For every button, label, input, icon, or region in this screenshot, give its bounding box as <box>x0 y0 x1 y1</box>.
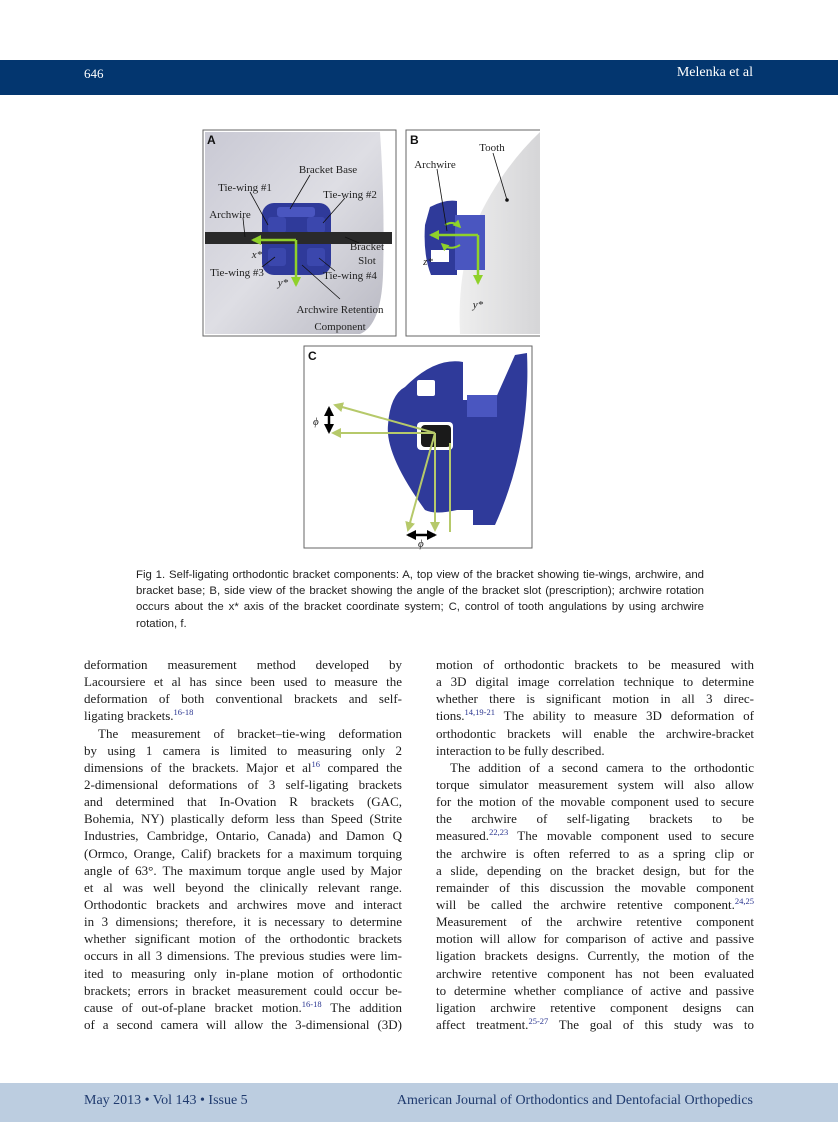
text-run: to determine whether compliance of active and passive <box>436 982 754 998</box>
text-run: whether there is significant motion in all 3 direc- <box>436 691 754 707</box>
text-line <box>84 845 402 862</box>
label-archwire-b: Archwire <box>414 159 456 171</box>
text-line <box>436 930 754 947</box>
text-line <box>84 1016 402 1033</box>
label-bracket: Bracket <box>349 241 385 253</box>
text-line <box>436 656 754 673</box>
text-run: (Ormco, Orange, Calif) brackets for a maximum torquing <box>84 845 402 861</box>
text-line <box>436 742 754 759</box>
text-line <box>84 896 402 913</box>
label-tie-wing-2: Tie-wing #2 <box>323 189 377 201</box>
text-line <box>436 999 754 1016</box>
text-line <box>436 793 754 810</box>
text-line <box>84 965 402 982</box>
text-run: ligating brackets. <box>84 708 174 724</box>
label-z-axis: z* <box>423 256 433 268</box>
text-run: The movable component used to secure <box>508 828 754 844</box>
label-tie-wing-3: Tie-wing #3 <box>210 267 264 279</box>
text-run: Bohemia, NY) plastically deform less than Speed (Strite <box>84 811 402 827</box>
citation-superscript[interactable]: 16-18 <box>301 998 322 1009</box>
text-run: the archwire of self-ligating brackets to be <box>436 811 754 827</box>
journal-name: American Journal of Orthodontics and Dentofacial Orthopedics <box>396 1093 753 1108</box>
text-run: orthodontic brackets will enable the archwire-bracket <box>436 725 754 741</box>
text-run: whether significant motion of the orthodontic brackets <box>84 931 402 947</box>
text-run: measured. <box>436 828 490 844</box>
body-column-right <box>436 656 754 1033</box>
text-line <box>84 827 402 844</box>
text-line <box>84 707 402 724</box>
label-phi-top: ϕ <box>313 416 319 428</box>
panel-a <box>203 130 396 336</box>
label-y-axis: y* <box>277 277 289 289</box>
text-line <box>84 947 402 964</box>
text-line <box>436 725 754 742</box>
text-run: a slide, depending on the bracket design, but for the <box>436 862 754 878</box>
text-line <box>436 862 754 879</box>
text-line <box>84 793 402 810</box>
running-authors: Melenka et al <box>676 65 753 80</box>
text-line <box>84 879 402 896</box>
label-archwire-retention: Archwire Retention <box>296 304 384 316</box>
label-x-axis: x* <box>251 249 263 261</box>
running-footer <box>0 1083 838 1122</box>
text-run: torque simulator measurement system will also allow <box>436 776 754 792</box>
text-line <box>84 759 402 776</box>
label-y-axis-b: y* <box>472 299 484 311</box>
text-run: cause of out-of-plane bracket motion. <box>84 999 302 1015</box>
text-run: Industries, Cambridge, Ontario, Canada) and Damon Q <box>84 828 402 844</box>
text-run: interaction to be fully described. <box>436 742 605 758</box>
text-line <box>436 673 754 690</box>
text-run: angle of 63°. The maximum torque angle used by Major <box>84 862 402 878</box>
text-run: ligation brackets designs. Currently, the motion of the <box>436 948 754 964</box>
figure-caption: Fig 1. Self-ligating orthodontic bracket components: A, top view of the bracket showing tie-wings, archwire, and bracket base; B, side view of the bracket showing the angle of the bracket slot (prescription); archwire rotation occurs about the x* axis of the bracket coordinate system; C, control of tooth angulations by using archwire rotation, f. <box>136 569 704 630</box>
text-line <box>84 930 402 947</box>
figure-1 <box>195 125 540 555</box>
panel-label-c: C <box>308 349 317 363</box>
text-line <box>436 827 754 844</box>
text-run: for the motion of the movable component used to secure <box>436 794 754 810</box>
page-number: 646 <box>84 66 104 81</box>
text-run: ited to measuring only in-plane motion of orthodontic <box>84 965 402 981</box>
text-run: The addition <box>321 999 402 1015</box>
text-run: of a second camera will allow the 3-dimensional (3D) <box>84 1016 402 1032</box>
text-run: Orthodontic brackets and archwires move and interact <box>84 896 402 912</box>
running-header <box>0 60 838 95</box>
text-run: dimensions of the brackets. Major et al <box>84 759 312 775</box>
text-line <box>84 810 402 827</box>
text-run: in 3 dimensions; therefore, it is necessary to determine <box>84 914 402 930</box>
text-run: The addition of a second camera to the orthodontic <box>450 759 754 775</box>
issue-info: May 2013 • Vol 143 • Issue 5 <box>84 1093 248 1108</box>
text-line <box>436 896 754 913</box>
text-line <box>84 999 402 1016</box>
text-line <box>436 947 754 964</box>
text-run: and determined that In-Ovation R brackets (GAC, <box>84 794 402 810</box>
text-run: 2-dimensional deformations of 3 self-ligating brackets <box>84 776 402 792</box>
text-line <box>84 725 402 742</box>
text-line <box>84 673 402 690</box>
text-line <box>436 776 754 793</box>
label-tooth: Tooth <box>479 142 505 154</box>
label-phi-bottom: ϕ <box>418 538 424 550</box>
citation-superscript[interactable]: 25-27 <box>528 1015 549 1026</box>
text-run: will be called the archwire retentive component. <box>436 896 735 912</box>
label-bracket-base: Bracket Base <box>298 164 358 176</box>
text-line <box>436 845 754 862</box>
text-run: motion will allow for comparison of active and passive <box>436 931 754 947</box>
text-line <box>436 982 754 999</box>
panel-c <box>304 346 532 550</box>
citation-superscript[interactable]: 16 <box>311 758 321 769</box>
text-run: The measurement of bracket–tie-wing deformation <box>98 725 402 741</box>
text-line <box>84 742 402 759</box>
text-line <box>84 913 402 930</box>
text-line <box>436 1016 754 1033</box>
text-run: The ability to measure 3D deformation of <box>495 708 754 724</box>
text-run: remainder of this discussion the movable component <box>436 879 754 895</box>
citation-superscript[interactable]: 14,19-21 <box>464 707 496 718</box>
text-line <box>84 690 402 707</box>
label-archwire: Archwire <box>209 209 251 221</box>
text-line <box>436 690 754 707</box>
text-line <box>84 982 402 999</box>
text-line <box>84 656 402 673</box>
text-run: Lacoursiere et al has since been used to measure the <box>84 674 402 690</box>
text-line <box>436 913 754 930</box>
text-run: et al was well beyond the clinically relevant range. <box>84 879 402 895</box>
text-run: brackets; errors in bracket measurement could occur be- <box>84 982 402 998</box>
panel-label-a: A <box>207 133 216 147</box>
label-component: Component <box>314 321 366 333</box>
text-line <box>436 965 754 982</box>
citation-superscript[interactable]: 16-18 <box>173 707 194 718</box>
text-run: Measurement of the archwire retentive component <box>436 914 754 930</box>
body-column-left <box>84 656 402 1033</box>
text-line <box>84 862 402 879</box>
text-line <box>436 879 754 896</box>
text-run: a 3D digital image correlation technique to determine <box>436 674 754 690</box>
label-tie-wing-4: Tie-wing #4 <box>323 270 377 282</box>
panel-label-b: B <box>410 133 419 147</box>
text-line <box>436 707 754 724</box>
citation-superscript[interactable]: 24,25 <box>734 895 754 906</box>
label-slot: Slot <box>358 255 376 267</box>
text-run: compared the <box>320 759 402 775</box>
text-run: occurs in all 3 dimensions. The previous studies were lim- <box>84 948 402 964</box>
text-run: ligation archwire retentive component designs can <box>436 999 754 1015</box>
text-run: deformation measurement method developed by <box>84 657 402 672</box>
citation-superscript[interactable]: 22,23 <box>489 827 509 838</box>
text-run: affect treatment. <box>436 1016 529 1032</box>
panel-b <box>406 130 540 336</box>
text-run: the archwire is often referred to as a spring clip or <box>436 845 754 861</box>
text-line <box>84 776 402 793</box>
text-run: motion of orthodontic brackets to be measured with <box>436 657 754 672</box>
text-run: by using 1 camera is limited to measuring only 2 <box>84 742 402 758</box>
text-run: The goal of this study was to <box>548 1016 754 1032</box>
text-line <box>436 759 754 776</box>
text-run: archwire retentive component has not been evaluated <box>436 965 754 981</box>
text-run: deformation of both conventional brackets and self- <box>84 691 402 707</box>
text-line <box>436 810 754 827</box>
text-run: tions. <box>436 708 465 724</box>
label-tie-wing-1: Tie-wing #1 <box>218 182 272 194</box>
